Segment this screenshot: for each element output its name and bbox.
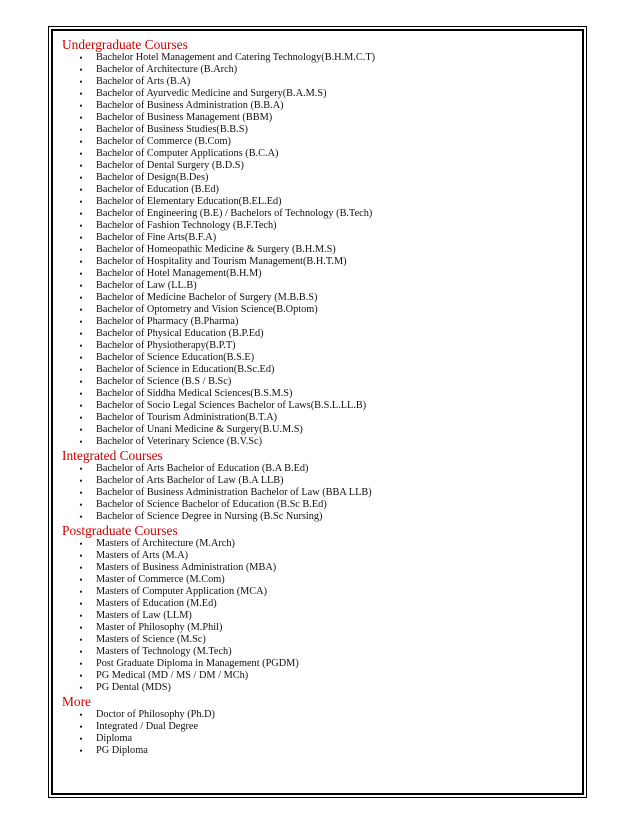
- course-name: Bachelor of Business Administration Bachelor of Law (BBA LLB): [96, 487, 372, 498]
- course-name: Bachelor of Unani Medicine & Surgery(B.U.M.S): [96, 424, 303, 435]
- bullet-icon: •: [79, 389, 83, 399]
- bullet-icon: •: [79, 197, 83, 207]
- course-name: Bachelor of Arts (B.A): [96, 76, 191, 87]
- bullet-icon: •: [79, 671, 83, 681]
- course-name: Bachelor of Business Studies(B.B.S): [96, 124, 248, 135]
- section-heading-postgraduate-courses: Postgraduate Courses: [62, 523, 178, 538]
- bullet-icon: •: [79, 53, 83, 63]
- list-item: [62, 550, 572, 562]
- list-item: [62, 574, 572, 586]
- bullet-icon: •: [79, 365, 83, 375]
- list-item: [62, 634, 572, 646]
- bullet-icon: •: [79, 113, 83, 123]
- bullet-icon: •: [79, 746, 83, 756]
- list-item: [62, 220, 572, 232]
- bullet-icon: •: [79, 173, 83, 183]
- list-item: [62, 292, 572, 304]
- course-name: Bachelor of Medicine Bachelor of Surgery (M.B.B.S): [96, 292, 318, 303]
- course-list-postgraduate-courses: [62, 538, 572, 694]
- section-heading-undergraduate-courses: Undergraduate Courses: [62, 37, 188, 52]
- bullet-icon: •: [79, 353, 83, 363]
- list-item: [62, 721, 572, 733]
- list-item: [62, 364, 572, 376]
- list-item: [62, 511, 572, 523]
- list-item: [62, 208, 572, 220]
- bullet-icon: •: [79, 623, 83, 633]
- list-item: [62, 112, 572, 124]
- list-item: [62, 487, 572, 499]
- bullet-icon: •: [79, 305, 83, 315]
- course-name: Bachelor of Architecture (B.Arch): [96, 64, 238, 75]
- bullet-icon: •: [79, 329, 83, 339]
- list-item: [62, 709, 572, 721]
- list-item: [62, 316, 572, 328]
- bullet-icon: •: [79, 341, 83, 351]
- list-item: [62, 646, 572, 658]
- list-item: [62, 52, 572, 64]
- course-name: Masters of Law (LLM): [96, 610, 192, 621]
- course-name: Bachelor of Science (B.S / B.Sc): [96, 376, 232, 387]
- list-item: [62, 562, 572, 574]
- list-item: [62, 463, 572, 475]
- list-item: [62, 340, 572, 352]
- list-item: [62, 424, 572, 436]
- list-item: [62, 538, 572, 550]
- bullet-icon: •: [79, 209, 83, 219]
- course-name: Bachelor of Arts Bachelor of Law (B.A LLB): [96, 475, 284, 486]
- course-name: Bachelor of Siddha Medical Sciences(B.S.M.S): [96, 388, 293, 399]
- bullet-icon: •: [79, 77, 83, 87]
- bullet-icon: •: [79, 137, 83, 147]
- course-name: Master of Commerce (M.Com): [96, 574, 225, 585]
- course-name: Bachelor of Pharmacy (B.Pharma): [96, 316, 239, 327]
- bullet-icon: •: [79, 101, 83, 111]
- course-list-integrated-courses: [62, 463, 572, 523]
- list-item: [62, 586, 572, 598]
- list-item: [62, 733, 572, 745]
- list-item: [62, 160, 572, 172]
- bullet-icon: •: [79, 245, 83, 255]
- course-listing: [62, 37, 572, 757]
- bullet-icon: •: [79, 221, 83, 231]
- list-item: [62, 499, 572, 511]
- bullet-icon: •: [79, 500, 83, 510]
- course-name: Bachelor of Socio Legal Sciences Bachelor of Laws(B.S.L.LL.B): [96, 400, 367, 411]
- bullet-icon: •: [79, 647, 83, 657]
- bullet-icon: •: [79, 161, 83, 171]
- list-item: [62, 388, 572, 400]
- list-item: [62, 682, 572, 694]
- bullet-icon: •: [79, 476, 83, 486]
- course-name: Bachelor of Commerce (B.Com): [96, 136, 231, 147]
- bullet-icon: •: [79, 233, 83, 243]
- course-name: Masters of Technology (M.Tech): [96, 646, 232, 657]
- bullet-icon: •: [79, 317, 83, 327]
- course-name: PG Diploma: [96, 745, 148, 756]
- bullet-icon: •: [79, 437, 83, 447]
- bullet-icon: •: [79, 611, 83, 621]
- course-name: Bachelor of Design(B.Des): [96, 172, 209, 183]
- course-name: Bachelor of Computer Applications (B.C.A): [96, 148, 279, 159]
- list-item: [62, 436, 572, 448]
- bullet-icon: •: [79, 377, 83, 387]
- course-name: Diploma: [96, 733, 133, 744]
- course-name: Bachelor of Business Management (BBM): [96, 112, 273, 123]
- bullet-icon: •: [79, 710, 83, 720]
- bullet-icon: •: [79, 551, 83, 561]
- course-list-undergraduate-courses: [62, 52, 572, 448]
- course-name: Bachelor of Science in Education(B.Sc.Ed): [96, 364, 275, 375]
- course-name: Bachelor of Ayurvedic Medicine and Surgery(B.A.M.S): [96, 88, 327, 99]
- bullet-icon: •: [79, 401, 83, 411]
- bullet-icon: •: [79, 587, 83, 597]
- course-name: Masters of Education (M.Ed): [96, 598, 217, 609]
- course-list-more: [62, 709, 572, 757]
- bullet-icon: •: [79, 683, 83, 693]
- bullet-icon: •: [79, 269, 83, 279]
- list-item: [62, 280, 572, 292]
- bullet-icon: •: [79, 512, 83, 522]
- course-name: PG Medical (MD / MS / DM / MCh): [96, 670, 249, 681]
- list-item: [62, 328, 572, 340]
- list-item: [62, 475, 572, 487]
- course-name: Bachelor of Science Bachelor of Education (B.Sc B.Ed): [96, 499, 327, 510]
- bullet-icon: •: [79, 563, 83, 573]
- course-name: Bachelor Hotel Management and Catering Technology(B.H.M.C.T): [96, 52, 376, 63]
- list-item: [62, 136, 572, 148]
- list-item: [62, 412, 572, 424]
- bullet-icon: •: [79, 599, 83, 609]
- section-heading-more: More: [62, 694, 92, 709]
- course-name: Integrated / Dual Degree: [96, 721, 199, 732]
- list-item: [62, 304, 572, 316]
- bullet-icon: •: [79, 293, 83, 303]
- list-item: [62, 100, 572, 112]
- course-name: Bachelor of Hotel Management(B.H.M): [96, 268, 262, 279]
- bullet-icon: •: [79, 185, 83, 195]
- course-name: Post Graduate Diploma in Management (PGDM): [96, 658, 299, 669]
- course-name: Masters of Science (M.Sc): [96, 634, 206, 645]
- list-item: [62, 622, 572, 634]
- list-item: [62, 196, 572, 208]
- list-item: [62, 76, 572, 88]
- list-item: [62, 598, 572, 610]
- bullet-icon: •: [79, 488, 83, 498]
- bullet-icon: •: [79, 89, 83, 99]
- list-item: [62, 232, 572, 244]
- list-item: [62, 658, 572, 670]
- bullet-icon: •: [79, 413, 83, 423]
- list-item: [62, 670, 572, 682]
- bullet-icon: •: [79, 722, 83, 732]
- list-item: [62, 352, 572, 364]
- course-name: Bachelor of Fashion Technology (B.F.Tech): [96, 220, 277, 231]
- course-name: PG Dental (MDS): [96, 682, 171, 693]
- course-name: Bachelor of Science Education(B.S.E): [96, 352, 255, 363]
- list-item: [62, 376, 572, 388]
- course-name: Masters of Arts (M.A): [96, 550, 189, 561]
- list-item: [62, 184, 572, 196]
- list-item: [62, 64, 572, 76]
- course-name: Bachelor of Optometry and Vision Science(B.Optom): [96, 304, 318, 315]
- bullet-icon: •: [79, 575, 83, 585]
- course-name: Bachelor of Arts Bachelor of Education (B.A B.Ed): [96, 463, 309, 474]
- bullet-icon: •: [79, 125, 83, 135]
- bullet-icon: •: [79, 464, 83, 474]
- course-name: Bachelor of Fine Arts(B.F.A): [96, 232, 217, 243]
- course-name: Bachelor of Homeopathic Medicine & Surgery (B.H.M.S): [96, 244, 336, 255]
- course-name: Master of Philosophy (M.Phil): [96, 622, 223, 633]
- list-item: [62, 256, 572, 268]
- course-name: Masters of Business Administration (MBA): [96, 562, 277, 573]
- list-item: [62, 610, 572, 622]
- course-name: Bachelor of Physiotherapy(B.P.T): [96, 340, 236, 351]
- course-name: Masters of Computer Application (MCA): [96, 586, 268, 597]
- course-name: Bachelor of Tourism Administration(B.T.A): [96, 412, 278, 423]
- course-name: Bachelor of Education (B.Ed): [96, 184, 219, 195]
- bullet-icon: •: [79, 281, 83, 291]
- list-item: [62, 400, 572, 412]
- course-name: Bachelor of Law (LL.B): [96, 280, 197, 291]
- list-item: [62, 745, 572, 757]
- bullet-icon: •: [79, 659, 83, 669]
- bullet-icon: •: [79, 635, 83, 645]
- course-name: Bachelor of Hospitality and Tourism Management(B.H.T.M): [96, 256, 347, 267]
- course-name: Bachelor of Business Administration (B.B.A): [96, 100, 284, 111]
- list-item: [62, 268, 572, 280]
- bullet-icon: •: [79, 734, 83, 744]
- bullet-icon: •: [79, 149, 83, 159]
- list-item: [62, 148, 572, 160]
- bullet-icon: •: [79, 257, 83, 267]
- course-name: Bachelor of Science Degree in Nursing (B.Sc Nursing): [96, 511, 323, 522]
- list-item: [62, 124, 572, 136]
- bullet-icon: •: [79, 539, 83, 549]
- list-item: [62, 244, 572, 256]
- list-item: [62, 88, 572, 100]
- course-name: Bachelor of Veterinary Science (B.V.Sc): [96, 436, 263, 447]
- course-name: Bachelor of Physical Education (B.P.Ed): [96, 328, 264, 339]
- section-heading-integrated-courses: Integrated Courses: [62, 448, 163, 463]
- course-name: Doctor of Philosophy (Ph.D): [96, 709, 215, 720]
- course-name: Bachelor of Dental Surgery (B.D.S): [96, 160, 244, 171]
- course-name: Masters of Architecture (M.Arch): [96, 538, 235, 549]
- course-name: Bachelor of Engineering (B.E) / Bachelors of Technology (B.Tech): [96, 208, 373, 219]
- list-item: [62, 172, 572, 184]
- course-name: Bachelor of Elementary Education(B.EL.Ed): [96, 196, 282, 207]
- bullet-icon: •: [79, 425, 83, 435]
- bullet-icon: •: [79, 65, 83, 75]
